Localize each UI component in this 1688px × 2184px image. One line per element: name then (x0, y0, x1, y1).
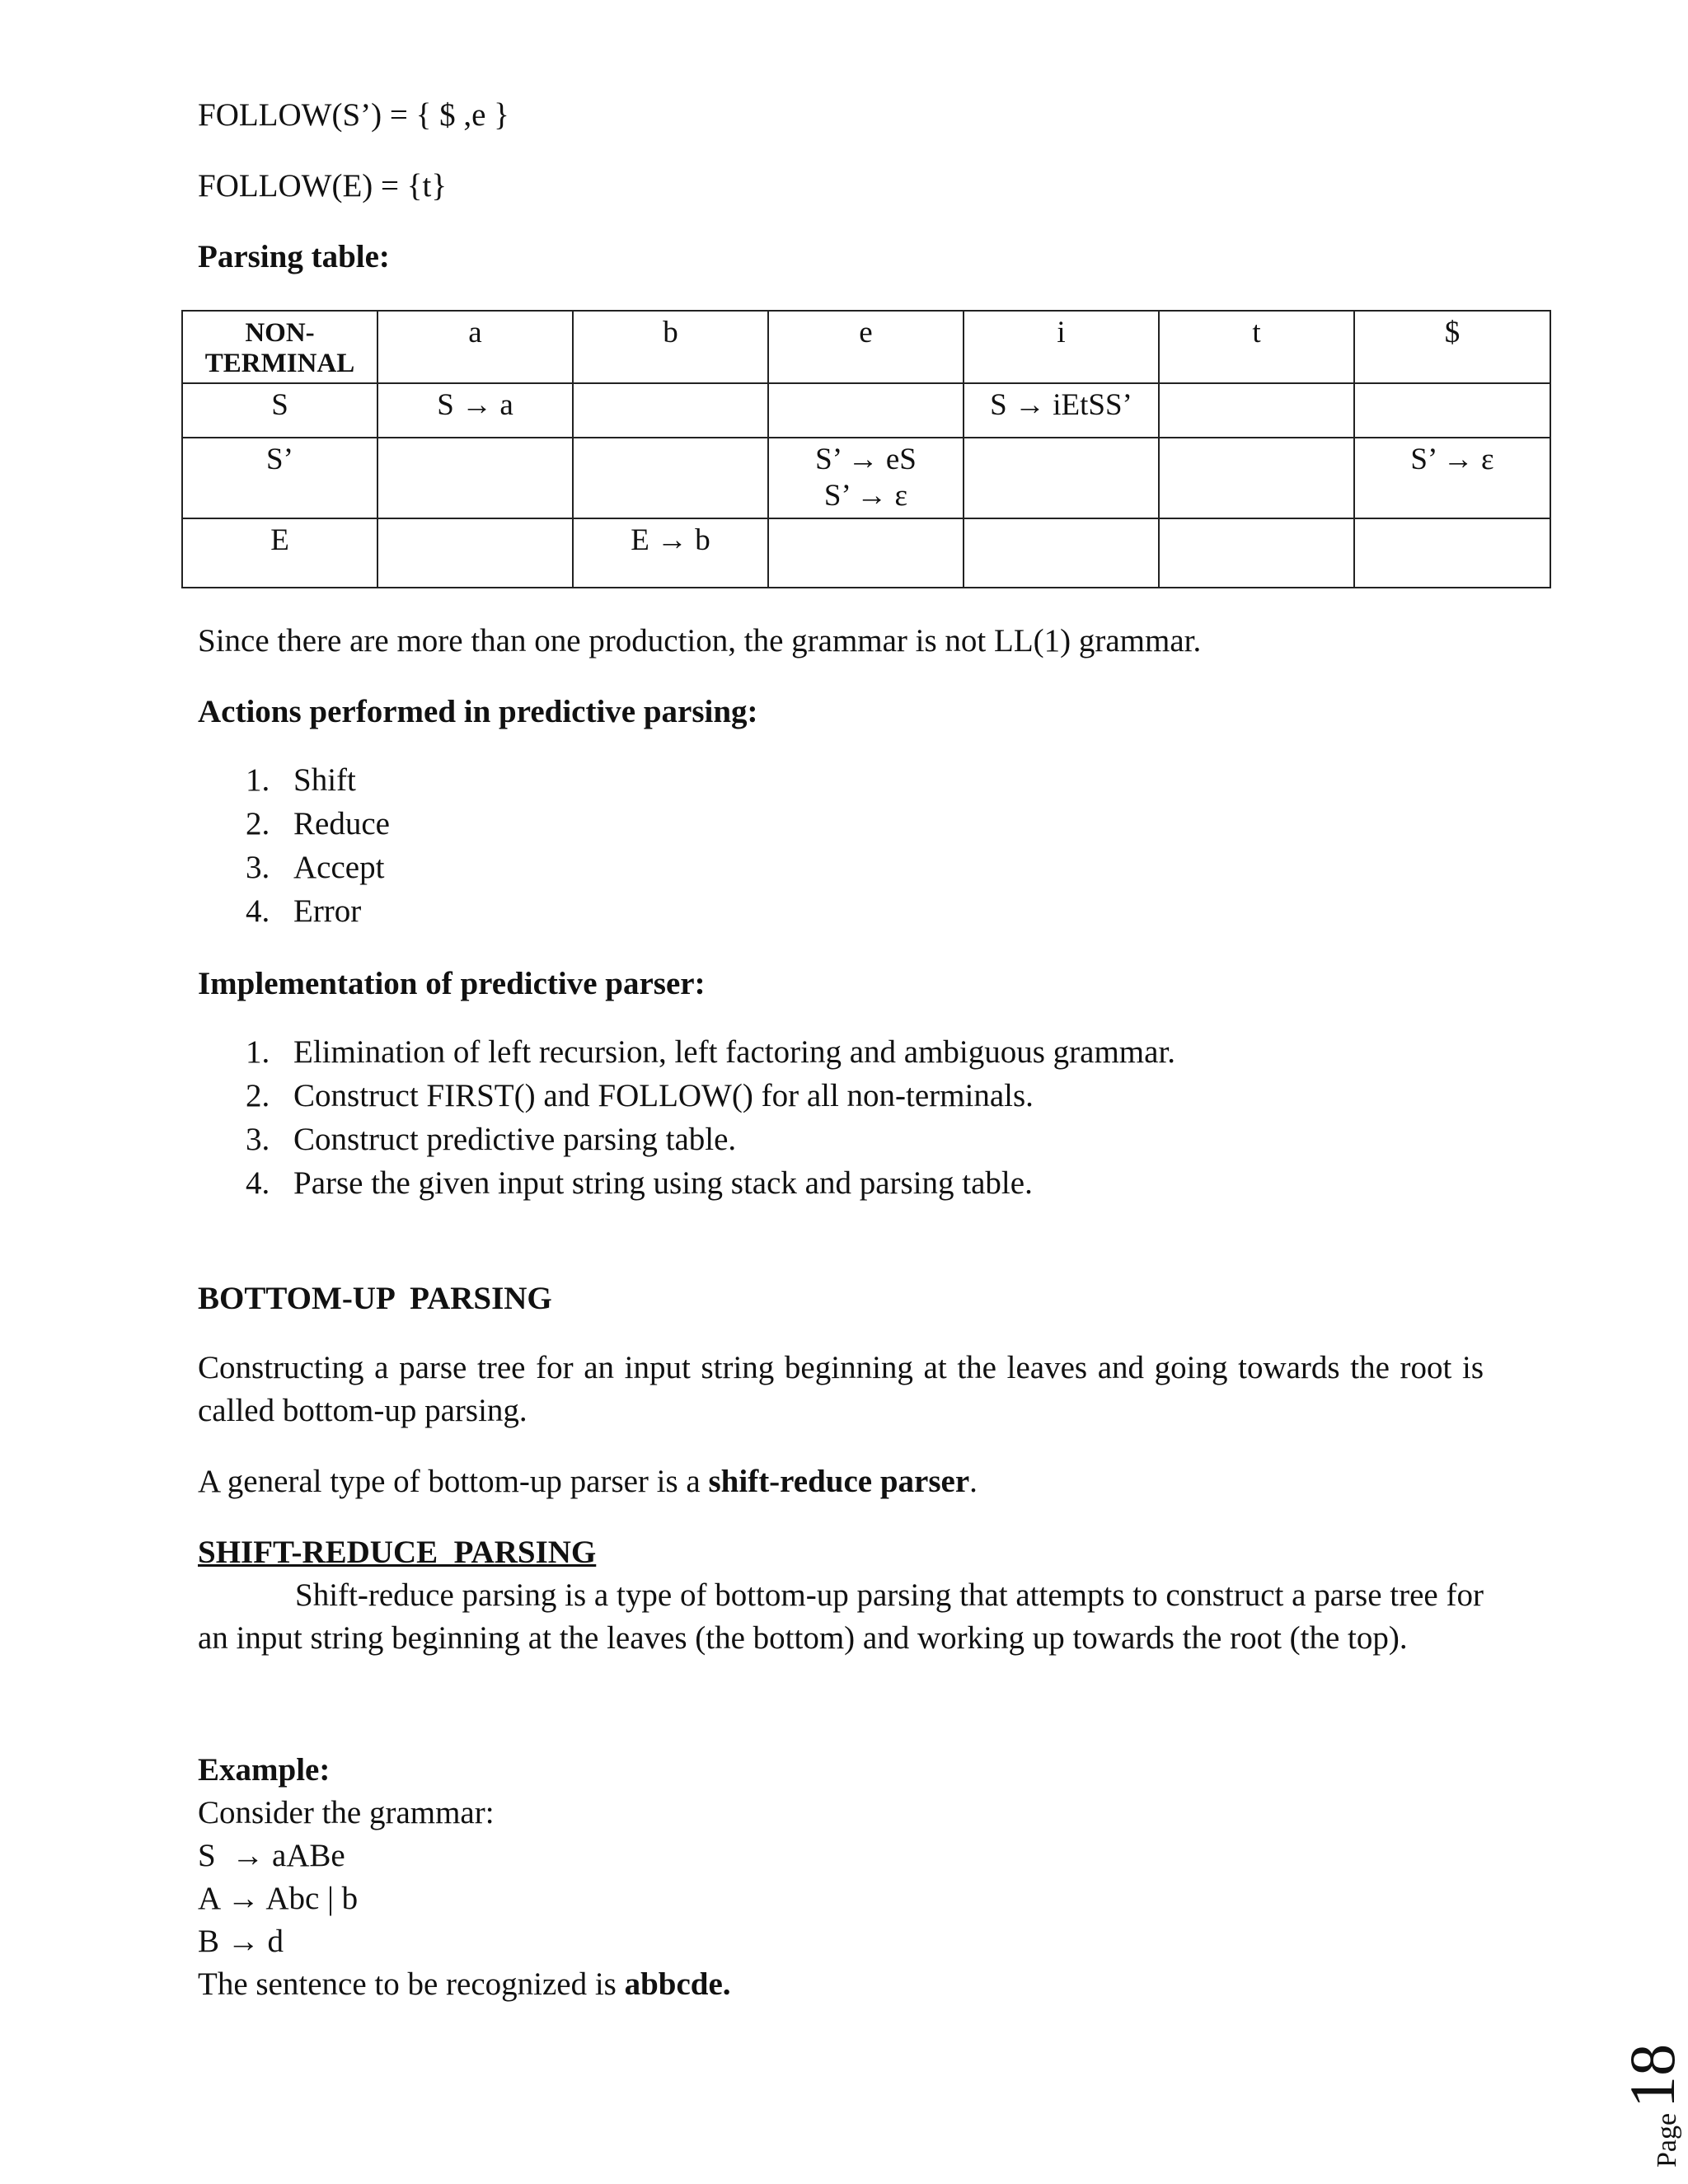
cell (768, 518, 964, 588)
cell: S (182, 383, 377, 438)
page-number (1595, 1920, 1686, 2168)
cell: S’ → ε (1354, 438, 1550, 518)
ll1-conclusion: Since there are more than one production, the grammar is not LL(1) grammar. (198, 623, 1202, 658)
bottom-up-definition: Constructing a parse tree for an input string beginning at the leaves and going towards the root is called bottom-up parsing. (198, 1350, 1484, 1428)
header-i: i (964, 311, 1159, 383)
header-e: e (768, 311, 964, 383)
header-b: b (573, 311, 768, 383)
list-item: 4. Error (246, 893, 362, 929)
header-a: a (377, 311, 573, 383)
cell (1354, 383, 1550, 438)
header-non-terminal: NON-TERMINAL (182, 311, 377, 383)
grammar-rule: B → d (198, 1924, 284, 1959)
shift-reduce-heading: SHIFT-REDUCE PARSING (198, 1535, 597, 1570)
list-item: 1. Shift (246, 762, 356, 798)
cell (964, 518, 1159, 588)
header-t: t (1159, 311, 1354, 383)
shift-reduce-intro: A general type of bottom-up parser is a shift-reduce parser. (198, 1464, 978, 1499)
cell (1159, 518, 1354, 588)
implementation-list (198, 1030, 1175, 1205)
actions-list (198, 758, 390, 933)
cell (377, 438, 573, 518)
table-row-s-prime (182, 438, 1550, 518)
list-item: 2. Construct FIRST() and FOLLOW() for all non-terminals. (246, 1078, 1034, 1113)
cell (573, 438, 768, 518)
list-item: 4. Parse the given input string using stack and parsing table. (246, 1165, 1033, 1201)
example-heading: Example: (198, 1752, 331, 1788)
parsing-table (181, 310, 1551, 588)
cell: S → a (377, 383, 573, 438)
list-item: 2. Reduce (246, 806, 390, 841)
cell (964, 438, 1159, 518)
cell (573, 383, 768, 438)
grammar-rule: A → Abc | b (198, 1881, 359, 1916)
follow-e: FOLLOW(E) = {t} (198, 168, 448, 204)
table-row-s (182, 383, 1550, 438)
list-item: 3. Accept (246, 850, 385, 885)
cell: S’ (182, 438, 377, 518)
cell (1159, 438, 1354, 518)
example-sentence: The sentence to be recognized is abbcde. (198, 1966, 731, 2002)
bottom-up-heading: BOTTOM-UP PARSING (198, 1281, 552, 1316)
actions-heading: Actions performed in predictive parsing: (198, 694, 758, 729)
grammar-rule: S → aABe (198, 1838, 345, 1873)
table-header-row (182, 311, 1550, 383)
list-item: 3. Construct predictive parsing table. (246, 1122, 737, 1157)
cell: E (182, 518, 377, 588)
page-number-value: 18 (1616, 2043, 1688, 2108)
follow-s-prime: FOLLOW(S’) = { $ ,e } (198, 97, 509, 133)
list-item: 1. Elimination of left recursion, left factoring and ambiguous grammar. (246, 1034, 1176, 1070)
table-row-e (182, 518, 1550, 588)
cell: S → iEtSS’ (964, 383, 1159, 438)
example-intro: Consider the grammar: (198, 1795, 495, 1830)
header-dollar: $ (1354, 311, 1550, 383)
page-word: Page (1652, 2112, 1682, 2168)
cell (377, 518, 573, 588)
cell (768, 383, 964, 438)
implementation-heading: Implementation of predictive parser: (198, 966, 706, 1001)
shift-reduce-paragraph: Shift-reduce parsing is a type of bottom-up parsing that attempts to construct a parse tree for an input string beginning at the leaves (the bottom) and working up towards the root (the top). (198, 1577, 1484, 1656)
cell: S’ → eS S’ → ε (768, 438, 964, 518)
cell: E → b (573, 518, 768, 588)
cell (1354, 518, 1550, 588)
parsing-table-heading: Parsing table: (198, 239, 390, 274)
cell (1159, 383, 1354, 438)
